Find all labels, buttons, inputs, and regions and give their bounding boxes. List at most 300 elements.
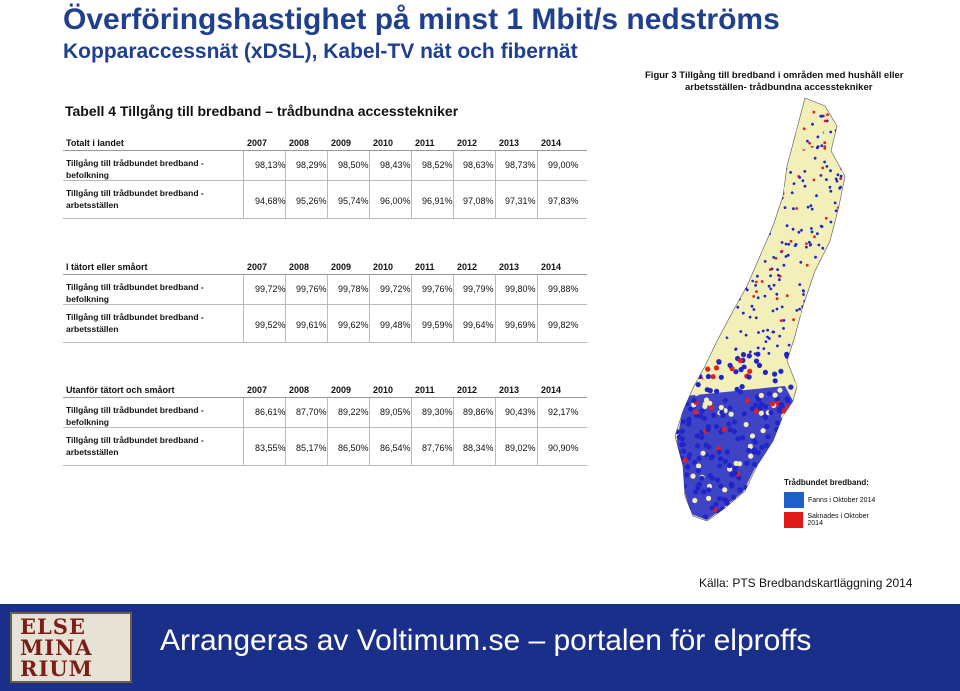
- coverage-dot: [753, 183, 756, 186]
- coverage-dot: [723, 186, 726, 189]
- coverage-dot: [850, 472, 855, 477]
- coverage-dot: [825, 178, 828, 181]
- coverage-dot: [784, 144, 787, 147]
- coverage-dot: [746, 289, 749, 292]
- coverage-dot: [749, 351, 752, 354]
- coverage-dot: [711, 523, 716, 526]
- coverage-dot: [732, 194, 735, 197]
- coverage-dot: [782, 219, 785, 222]
- table-cell: 99,64%: [463, 320, 494, 330]
- coverage-dot: [822, 344, 825, 347]
- coverage-dot: [681, 442, 686, 447]
- coverage-dot: [850, 309, 853, 312]
- coverage-dot: [760, 220, 763, 223]
- coverage-dot: [823, 131, 826, 134]
- coverage-dot: [852, 356, 857, 361]
- coverage-dot: [673, 454, 678, 459]
- coverage-dot: [817, 136, 820, 139]
- coverage-dot: [820, 144, 823, 147]
- coverage-dot: [779, 189, 782, 192]
- coverage-dot: [705, 148, 708, 151]
- coverage-dot: [753, 225, 756, 228]
- coverage-dot: [690, 474, 695, 479]
- coverage-dot: [697, 356, 702, 361]
- coverage-dot: [745, 334, 748, 337]
- coverage-dot: [727, 187, 730, 190]
- coverage-dot: [741, 262, 744, 265]
- coverage-dot: [789, 171, 792, 174]
- coverage-dot: [714, 262, 717, 265]
- coverage-dot: [850, 228, 853, 231]
- year-header: 2009: [331, 138, 352, 148]
- coverage-dot: [805, 415, 810, 420]
- table-cell: 99,72%: [255, 284, 286, 294]
- coverage-dot: [811, 208, 814, 211]
- coverage-dot: [742, 345, 745, 348]
- coverage-dot: [719, 410, 724, 415]
- coverage-dot: [832, 453, 837, 458]
- table-cell: 94,68%: [255, 196, 286, 206]
- coverage-dot: [764, 469, 769, 474]
- coverage-dot: [690, 219, 693, 222]
- coverage-dot: [824, 297, 827, 300]
- coverage-dot: [757, 200, 760, 203]
- coverage-dot: [865, 446, 870, 451]
- coverage-dot: [804, 383, 809, 388]
- coverage-dot: [689, 223, 692, 226]
- coverage-dot: [720, 102, 723, 105]
- coverage-dot: [851, 409, 856, 414]
- coverage-dot: [858, 321, 861, 324]
- coverage-dot: [787, 243, 790, 246]
- coverage-dot: [764, 443, 769, 448]
- coverage-dot: [773, 161, 776, 164]
- coverage-dot: [678, 98, 681, 101]
- coverage-dot: [803, 136, 806, 139]
- coverage-dot: [862, 292, 865, 295]
- coverage-dot: [701, 162, 704, 165]
- coverage-dot: [815, 441, 820, 446]
- table-cell: 87,70%: [296, 407, 327, 417]
- coverage-dot: [673, 130, 676, 133]
- coverage-dot: [683, 458, 688, 463]
- column-divider: [537, 305, 538, 342]
- coverage-dot: [839, 120, 842, 123]
- coverage-dot: [738, 127, 741, 130]
- year-header: 2007: [247, 385, 268, 395]
- table-cell: 99,88%: [548, 284, 579, 294]
- coverage-dot: [706, 339, 709, 342]
- coverage-dot: [714, 318, 717, 321]
- coverage-dot: [813, 291, 816, 294]
- coverage-dot: [822, 398, 827, 403]
- coverage-dot: [783, 165, 786, 168]
- coverage-dot: [772, 372, 777, 377]
- coverage-dot: [850, 216, 853, 219]
- coverage-dot: [670, 128, 673, 131]
- coverage-dot: [796, 355, 801, 360]
- coverage-dot: [755, 316, 758, 319]
- coverage-dot: [711, 413, 716, 418]
- coverage-dot: [671, 131, 674, 134]
- column-divider: [243, 428, 244, 465]
- coverage-dot: [694, 141, 697, 144]
- coverage-dot: [850, 288, 853, 291]
- column-divider: [411, 275, 412, 304]
- coverage-dot: [861, 352, 866, 357]
- coverage-dot: [786, 134, 789, 137]
- year-header: 2008: [289, 385, 310, 395]
- block-label: Utanför tätort och småort: [66, 385, 175, 395]
- coverage-dot: [807, 470, 812, 475]
- coverage-dot: [852, 148, 855, 151]
- year-header: 2012: [457, 138, 478, 148]
- coverage-dot: [755, 290, 758, 293]
- coverage-dot: [829, 102, 832, 105]
- coverage-dot: [811, 143, 814, 146]
- coverage-dot: [818, 209, 821, 212]
- coverage-dot: [671, 183, 674, 186]
- coverage-dot: [677, 362, 682, 367]
- coverage-dot: [809, 368, 814, 373]
- year-header: 2010: [373, 262, 394, 272]
- coverage-dot: [819, 364, 824, 369]
- table-cell: 89,02%: [505, 443, 536, 453]
- coverage-dot: [682, 224, 685, 227]
- coverage-dot: [808, 372, 813, 377]
- coverage-dot: [669, 120, 672, 123]
- coverage-dot: [731, 495, 736, 500]
- coverage-dot: [733, 246, 736, 249]
- coverage-dot: [762, 109, 765, 112]
- table-header-row: [63, 381, 587, 398]
- year-header: 2013: [499, 138, 520, 148]
- coverage-dot: [715, 109, 718, 112]
- coverage-dot: [817, 442, 822, 447]
- coverage-dot: [854, 272, 857, 275]
- coverage-dot: [750, 433, 755, 438]
- coverage-dot: [837, 96, 840, 99]
- coverage-dot: [731, 199, 734, 202]
- coverage-dot: [847, 412, 852, 417]
- coverage-dot: [696, 122, 699, 125]
- year-header: 2009: [331, 385, 352, 395]
- coverage-dot: [818, 172, 821, 175]
- coverage-dot: [812, 405, 817, 410]
- coverage-dot: [693, 410, 698, 415]
- coverage-dot: [689, 191, 692, 194]
- coverage-dot: [696, 382, 701, 387]
- column-divider: [453, 181, 454, 218]
- table-cell: 88,34%: [463, 443, 494, 453]
- coverage-dot: [707, 237, 710, 240]
- coverage-dot: [815, 287, 818, 290]
- coverage-dot: [679, 199, 682, 202]
- coverage-dot: [729, 159, 732, 162]
- coverage-dot: [673, 146, 676, 149]
- coverage-dot: [819, 140, 822, 143]
- coverage-dot: [802, 290, 805, 293]
- coverage-dot: [797, 291, 800, 294]
- coverage-dot: [816, 317, 819, 320]
- coverage-dot: [674, 113, 677, 116]
- elseminarium-logo: [10, 612, 132, 683]
- coverage-dot: [832, 100, 835, 103]
- coverage-dot: [674, 328, 677, 331]
- coverage-dot: [751, 449, 756, 454]
- coverage-dot: [781, 464, 786, 469]
- coverage-dot: [825, 300, 828, 303]
- coverage-dot: [798, 231, 801, 234]
- coverage-dot: [708, 388, 713, 393]
- coverage-dot: [830, 275, 833, 278]
- coverage-dot: [813, 179, 816, 182]
- coverage-dot: [709, 316, 712, 319]
- coverage-dot: [868, 336, 871, 339]
- coverage-dot: [696, 180, 699, 183]
- coverage-dot: [681, 419, 686, 424]
- coverage-dot: [722, 385, 727, 390]
- coverage-dot: [825, 297, 828, 300]
- coverage-dot: [763, 109, 766, 112]
- coverage-dot: [826, 259, 829, 262]
- coverage-dot: [725, 449, 730, 454]
- coverage-dot: [726, 266, 729, 269]
- coverage-dot: [772, 331, 775, 334]
- coverage-dot: [692, 185, 695, 188]
- column-divider: [369, 305, 370, 342]
- coverage-dot: [798, 165, 801, 168]
- block-label: I tätort eller småort: [66, 262, 148, 272]
- coverage-dot: [784, 420, 789, 425]
- coverage-dot: [789, 460, 794, 465]
- coverage-dot: [728, 102, 731, 105]
- coverage-dot: [768, 122, 771, 125]
- table-row: [63, 398, 587, 428]
- coverage-dot: [711, 252, 714, 255]
- coverage-dot: [732, 195, 735, 198]
- coverage-dot: [711, 374, 716, 379]
- coverage-dot: [698, 216, 701, 219]
- table-cell: 99,48%: [380, 320, 411, 330]
- logo-line-2: MINA: [20, 635, 93, 660]
- coverage-dot: [861, 104, 864, 107]
- coverage-dot: [729, 186, 732, 189]
- coverage-dot: [742, 411, 747, 416]
- coverage-dot: [815, 194, 818, 197]
- coverage-dot: [672, 331, 675, 334]
- coverage-dot: [849, 333, 852, 336]
- coverage-dot: [686, 357, 691, 362]
- coverage-dot: [704, 207, 707, 210]
- coverage-dot: [819, 381, 824, 386]
- coverage-dot: [744, 493, 749, 498]
- coverage-dot: [831, 236, 834, 239]
- coverage-dot: [852, 460, 857, 465]
- column-divider: [327, 151, 328, 180]
- coverage-dot: [774, 181, 777, 184]
- coverage-dot: [786, 224, 789, 227]
- coverage-dot: [700, 154, 703, 157]
- coverage-dot: [868, 270, 871, 273]
- coverage-dot: [768, 176, 771, 179]
- table-cell: 90,43%: [505, 407, 536, 417]
- coverage-dot: [692, 498, 697, 503]
- coverage-dot: [731, 202, 734, 205]
- coverage-dot: [845, 392, 850, 397]
- coverage-dot: [802, 364, 807, 369]
- coverage-dot: [811, 123, 814, 126]
- coverage-dot: [700, 105, 703, 108]
- coverage-dot: [680, 429, 685, 434]
- coverage-dot: [810, 204, 813, 207]
- coverage-dot: [727, 297, 730, 300]
- coverage-dot: [684, 148, 687, 151]
- coverage-dot: [802, 293, 805, 296]
- coverage-dot: [828, 465, 833, 470]
- table-cell: 98,63%: [463, 160, 494, 170]
- coverage-dot: [699, 181, 702, 184]
- coverage-dot: [720, 182, 723, 185]
- coverage-dot: [672, 467, 677, 472]
- table-cell: 89,30%: [422, 407, 453, 417]
- coverage-dot: [702, 277, 705, 280]
- coverage-dot: [706, 105, 709, 108]
- coverage-dot: [723, 155, 726, 158]
- coverage-dot: [775, 293, 778, 296]
- column-divider: [537, 398, 538, 427]
- coverage-dot: [721, 207, 724, 210]
- coverage-dot: [692, 189, 695, 192]
- coverage-dot: [818, 100, 821, 103]
- coverage-dot: [795, 207, 798, 210]
- coverage-dot: [751, 314, 754, 317]
- coverage-dot: [722, 487, 727, 492]
- coverage-dot: [865, 211, 868, 214]
- coverage-dot: [848, 267, 851, 270]
- coverage-dot: [736, 238, 739, 241]
- coverage-dot: [677, 290, 680, 293]
- coverage-dot: [808, 241, 811, 244]
- table-cell: 99,69%: [505, 320, 536, 330]
- coverage-dot: [752, 131, 755, 134]
- coverage-dot: [821, 406, 826, 411]
- column-divider: [369, 428, 370, 465]
- coverage-dot: [770, 359, 775, 364]
- coverage-dot: [819, 115, 822, 118]
- coverage-dot: [839, 431, 844, 436]
- coverage-dot: [793, 96, 796, 98]
- coverage-dot: [735, 197, 738, 200]
- coverage-dot: [696, 468, 701, 473]
- coverage-dot: [846, 183, 849, 186]
- coverage-dot: [768, 450, 773, 455]
- coverage-dot: [774, 456, 779, 461]
- coverage-dot: [693, 132, 696, 135]
- coverage-dot: [772, 468, 777, 473]
- coverage-dot: [769, 143, 772, 146]
- coverage-dot: [687, 322, 690, 325]
- coverage-dot: [809, 244, 812, 247]
- column-divider: [495, 398, 496, 427]
- coverage-dot: [843, 120, 846, 123]
- coverage-dot: [839, 322, 842, 325]
- coverage-dot: [823, 396, 828, 401]
- coverage-dot: [831, 321, 834, 324]
- coverage-dot: [805, 368, 810, 373]
- coverage-dot: [673, 245, 676, 248]
- coverage-dot: [821, 247, 824, 250]
- coverage-dot: [669, 135, 672, 138]
- coverage-dot: [809, 309, 812, 312]
- coverage-dot: [777, 388, 782, 393]
- coverage-dot: [781, 241, 784, 244]
- coverage-dot: [782, 105, 785, 108]
- coverage-dot: [669, 490, 674, 495]
- coverage-dot: [688, 344, 691, 347]
- slide-title: Överföringshastighet på minst 1 Mbit/s nedströms: [63, 3, 780, 36]
- year-header: 2008: [289, 138, 310, 148]
- coverage-dot: [732, 136, 735, 139]
- coverage-dot: [728, 427, 733, 432]
- coverage-dot: [809, 441, 814, 446]
- coverage-dot: [673, 133, 676, 136]
- logo-line-1: ELSE: [20, 614, 86, 639]
- coverage-dot: [837, 339, 840, 342]
- coverage-dot: [818, 183, 821, 186]
- coverage-dot: [778, 369, 783, 374]
- coverage-dot: [749, 181, 752, 184]
- table-cell: 89,05%: [380, 407, 411, 417]
- coverage-dot: [678, 124, 681, 127]
- coverage-dot: [697, 365, 702, 370]
- coverage-dot: [725, 249, 728, 252]
- row-label: Tillgång till trådbundet bredband - arbetsställen: [66, 312, 204, 334]
- coverage-dot: [670, 279, 673, 282]
- coverage-dot: [735, 387, 740, 392]
- table-cell: 96,00%: [380, 196, 411, 206]
- table-cell: 99,79%: [463, 284, 494, 294]
- coverage-dot: [836, 180, 839, 183]
- column-divider: [369, 275, 370, 304]
- coverage-dot: [784, 352, 789, 357]
- coverage-dot: [742, 262, 745, 265]
- coverage-dot: [790, 107, 793, 110]
- coverage-dot: [851, 379, 856, 384]
- coverage-dot: [728, 363, 733, 368]
- coverage-dot: [780, 191, 783, 194]
- column-divider: [327, 275, 328, 304]
- coverage-dot: [830, 256, 833, 259]
- slide-subtitle: Kopparaccessnät (xDSL), Kabel-TV nät och fibernät: [63, 40, 578, 63]
- coverage-dot: [826, 280, 829, 283]
- coverage-dot: [682, 191, 685, 194]
- column-divider: [537, 151, 538, 180]
- coverage-dot: [748, 115, 751, 118]
- coverage-dot: [705, 149, 708, 152]
- coverage-dot: [674, 459, 679, 464]
- coverage-dot: [724, 194, 727, 197]
- row-label: Tillgång till trådbundet bredband - befolkning: [66, 282, 204, 304]
- coverage-dot: [866, 248, 869, 251]
- coverage-dot: [679, 490, 684, 495]
- table-cell: 99,59%: [422, 320, 453, 330]
- coverage-dot: [783, 264, 786, 267]
- coverage-dot: [798, 382, 803, 387]
- coverage-dot: [706, 427, 711, 432]
- year-header: 2014: [541, 385, 562, 395]
- column-divider: [495, 275, 496, 304]
